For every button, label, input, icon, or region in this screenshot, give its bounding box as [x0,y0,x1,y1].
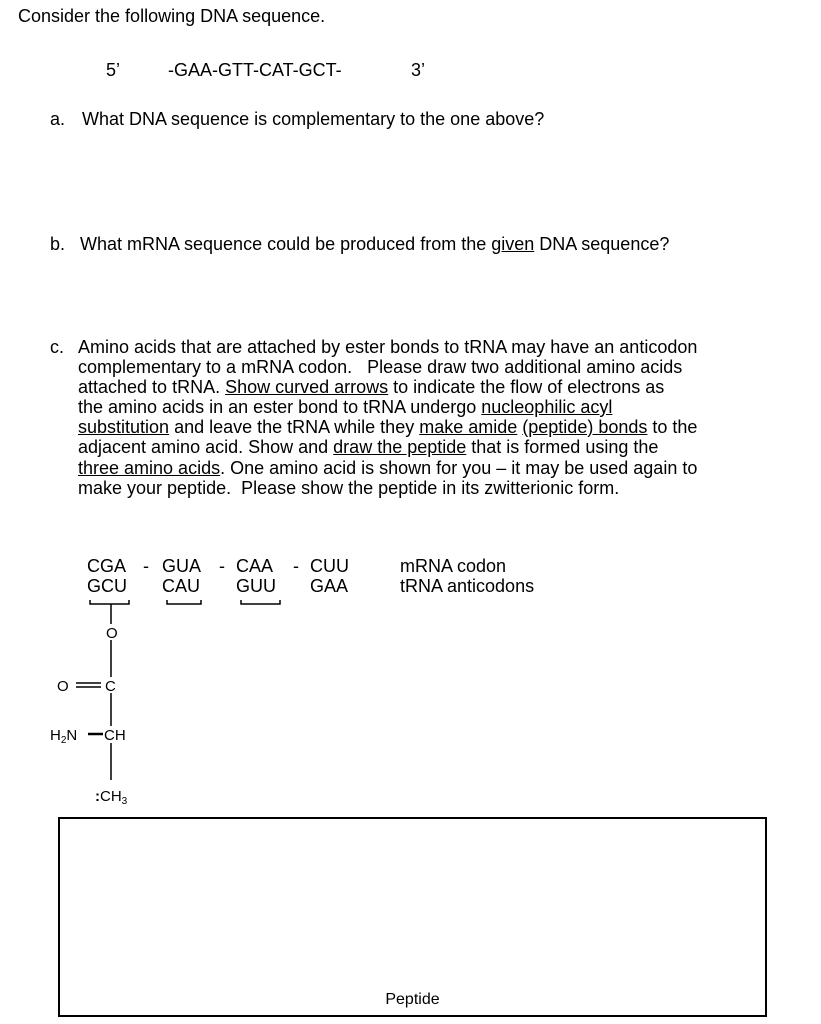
dna-sequence: -GAA-GTT-CAT-GCT- [168,60,342,80]
text-segment: make your peptide. Please show the peptide in its zwitterionic form. [78,478,620,498]
mrna-codon: GUA [162,556,202,576]
five-prime-label: 5’ [106,60,121,80]
question-b-pre: What mRNA sequence could be produced from the [80,234,492,254]
mrna-codon-label: mRNA codon [400,556,507,576]
text-segment: Amino acids that are attached by ester bonds to tRNA may have an anticodon [78,337,698,357]
trna-anticodon: GUU [236,576,276,596]
text-segment: complementary to a mRNA codon. Please draw two additional amino acids [78,357,683,377]
codon-separator: - [293,556,299,576]
underlined-phrase: make amide [419,417,518,437]
ester-oxygen: O [106,625,118,642]
trna-anticodon: GAA [310,576,349,596]
text-segment: to the [647,417,698,437]
underlined-phrase: draw the peptide [333,437,467,457]
trna-bracket [241,600,280,604]
trna-anticodon: CAU [162,576,201,596]
trna-bracket [167,600,201,604]
question-a-letter: a. [50,109,66,129]
question-c-letter: c. [50,337,65,357]
question-a-text: What DNA sequence is complementary to the one above? [82,109,545,129]
text-segment: attached to tRNA. [78,377,226,397]
text-segment: . One amino acid is shown for you – it may be used again to [220,458,698,478]
peptide-answer-box[interactable] [58,817,767,1017]
methyl-group: $:CH_3$ [95,788,128,807]
codon-separator: - [143,556,149,576]
mrna-codon: CUU [310,556,349,576]
question-b-letter: b. [50,234,66,254]
trna-anticodons-label: tRNA anticodons [400,576,535,596]
question-b-underlined: given [491,234,535,254]
mrna-codon: CAA [236,556,274,576]
carbonyl-carbon: C [105,678,116,695]
intro-text: Consider the following DNA sequence. [18,6,326,26]
underlined-phrase: (peptide) bonds [522,417,648,437]
amine-group: $H_2N$ [50,727,78,746]
three-prime-label: 3’ [411,60,426,80]
text-segment: the amino acids in an ester bond to tRNA undergo [78,397,482,417]
trna-anticodon: GCU [87,576,127,596]
codon-separator: - [219,556,225,576]
text-segment: adjacent amino acid. Show and [78,437,334,457]
text-segment: that is formed using the [466,437,659,457]
alpha-carbon: CH [104,727,126,744]
underlined-phrase: nucleophilic acyl [481,397,613,417]
carbonyl-oxygen: O [57,678,69,695]
underlined-phrase: three amino acids [78,458,221,478]
question-b-post: DNA sequence? [534,234,670,254]
mrna-codon: CGA [87,556,127,576]
underlined-phrase: substitution [78,417,170,437]
text-segment: to indicate the flow of electrons as [388,377,665,397]
text-segment: and leave the tRNA while they [169,417,420,437]
peptide-label: Peptide [385,991,440,1008]
trna-bracket [90,600,129,604]
underlined-phrase: Show curved arrows [225,377,389,397]
